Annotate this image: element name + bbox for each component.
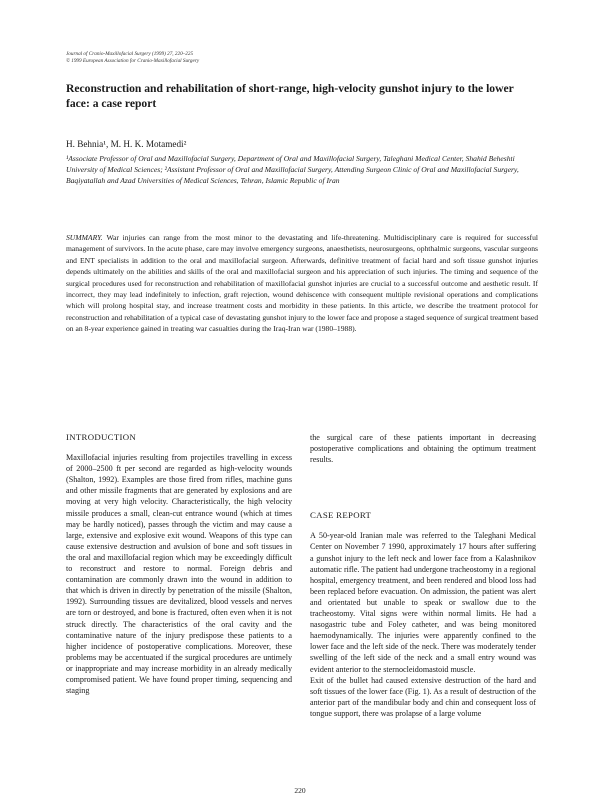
abstract-label: SUMMARY. xyxy=(66,233,103,242)
introduction-text: Maxillofacial injuries resulting from projectiles travelling in excess of 2000–2500 ft per second are regarded as high-velocity wounds (Shalton, 1992). Examples are those fired from rifles, machine guns and other missile fragments that are generated by explosions and are moving at very high velocity. Characteristically, the high velocity missile produces a small, clean-cut entrance wound (which at times may be hardly noticed), passes through the victim and may cause a large, extensive and explosive exit wound. Weapons of this type can cause extensive destruction and avulsion of bone and soft tissues in the oral and maxillofacial region which may be exceedingly difficult to reconstruct and restore to normal. Foreign debris and contamination are commonly drawn into the wound in addition to that which is driven in directly by penetration of the missile (Shalton, 1992). Surrounding tissues are devitalized, blood vessels and nerves are torn or destroyed, and bone is fractured, often even when it is not struck directly. The characteristics of the oral cavity and the contaminative nature of the injury predispose these patients to a higher incidence of postoperative complications. Moreover, these problems may be accentuated if the surgical procedures are untimely or inappropriate and may increase morbidity in an already medically compromised patient. We have found proper timing, sequencing and staging xyxy=(66,453,292,696)
article-title: Reconstruction and rehabilitation of short-range, high-velocity gunshot injury to the lower face: a case report xyxy=(66,82,514,110)
author-affiliations: ¹Associate Professor of Oral and Maxillofacial Surgery, Department of Oral and Maxillofacial Surgery, Taleghani Medical Center, Shahid Beheshti University of Medical Sciences; ²Assistant Professor of Oral and Maxillofacial Surgery, Attending Surgeon Clinic of Oral and Maxillofacial Surgery, Baqiyatallah and Azad Universities of Medical Sciences, Tehran, Islamic Republic of Iran xyxy=(66,154,519,185)
journal-copyright: © 1999 European Association for Cranio-Maxillofacial Surgery xyxy=(66,58,200,64)
journal-header xyxy=(66,51,199,65)
abstract xyxy=(66,232,538,335)
case-report-heading: CASE REPORT xyxy=(310,510,372,521)
page-number: 220 xyxy=(294,786,306,795)
introduction-heading: INTRODUCTION xyxy=(66,432,137,442)
journal-citation: Journal of Cranio-Maxillofacial Surgery (1999) 27, 220–225 xyxy=(66,51,194,57)
case-report-para-1: A 50-year-old Iranian male was referred to the Taleghani Medical Center on November 7 1990, approximately 17 hours after suffering a gunshot injury to the left neck and lower face from a Kalashnikov automatic rifle. The patient had undergone tracheostomy in a regional hospital, emergency treatment, and been rendered and blood loss had been replaced before evacuation. On admission, the patient was alert and orientated but unable to speak or swallow due to the tracheostomy. Vital signs were within normal limits. He had a nasogastric tube and Foley catheter, and was being monitored haemodynamically. The injuries were apparently confined to the lower face and the left side of the neck. There was moderately tender swelling of the left side of the neck and a small entry wound was evident anterior to the sternocleidomastoid muscle. xyxy=(310,531,536,674)
right-column xyxy=(310,432,536,719)
left-column xyxy=(66,432,292,696)
introduction-continued: the surgical care of these patients important in decreasing postoperative complications and obtaining the optimum treatment results. xyxy=(310,433,536,465)
case-report-para-2: Exit of the bullet had caused extensive destruction of the hard and soft tissues of the lower face (Fig. 1). As a result of destruction of the anterior part of the mandibular body and chin and consequent loss of tongue support, there was prolapse of a large volume xyxy=(310,675,536,718)
abstract-text: War injuries can range from the most minor to the devastating and life-threatening. Multidisciplinary care is required for successful management of survivors. In the acute phase, care may involve emergency surgeons, anaesthetists, neurosurgeons, ophthalmic surgeons, vascular surgeons and ENT specialists in addition to the oral and maxillofacial surgeon. Afterwards, definitive treatment of facial hard and soft tissue gunshot injuries depends ultimately on the abilities and skills of the oral and maxillofacial surgeon and his appreciation of such injuries. The timing and sequence of the surgical procedures used for reconstruction and rehabilitation of maxillofacial gunshot injuries are crucial to a successful outcome and aesthetic result. If incorrect, they may lead indefinitely to infection, graft rejection, wound dehiscence with consequent multiple revisional operations and complications which will prolong hospital stay, and increase treatment costs and morbidity in these patients. In this article, we describe the treatment protocol for reconstruction and rehabilitation of a typical case of devastating gunshot injury to the lower face and propose a staged sequence of surgical treatment based on an 8-year experience gained in treating war casualties during the Iraq-Iran war (1980–1988). xyxy=(66,233,538,334)
article-authors: H. Behnia¹, M. H. K. Motamedi² xyxy=(66,139,187,149)
